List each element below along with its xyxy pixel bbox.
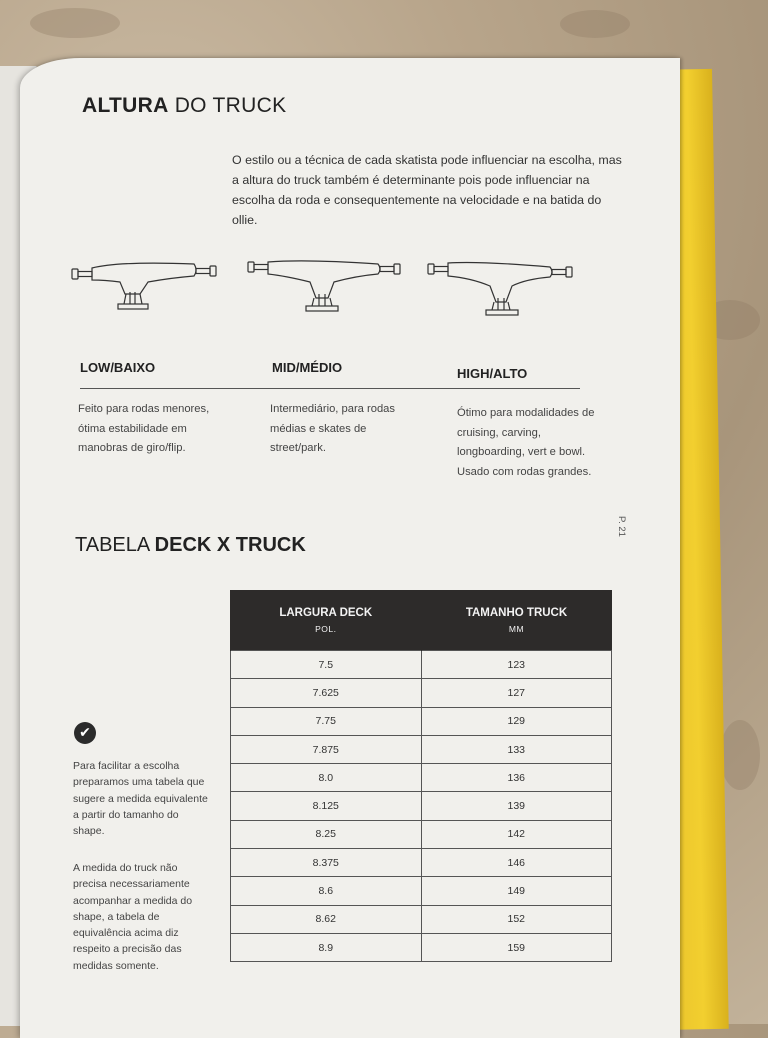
high-truck-icon (426, 258, 586, 328)
truck-size-cell: 159 (421, 933, 612, 961)
deck-width-cell: 8.9 (231, 933, 422, 961)
table-row (231, 877, 612, 905)
col-header-deck: LARGURA DECK POL. (231, 590, 422, 651)
truck-size-cell: 123 (421, 651, 612, 679)
mid-heading: MID/MÉDIO (272, 360, 343, 375)
table-title: TABELA DECK X TRUCK (75, 534, 306, 556)
deck-width-cell: 8.375 (231, 849, 422, 877)
truck-size-cell: 133 (421, 735, 612, 763)
low-description: Feito para rodas menores, ótima estabilidade em manobras de giro/flip. (78, 403, 210, 454)
deck-width-cell: 8.125 (231, 792, 422, 820)
deck-width-cell: 8.6 (231, 877, 422, 905)
table-row (231, 820, 612, 848)
note-paragraph-1: Para facilitar a escolha preparamos uma tabela que sugere a medida equivalente a partir do tamanho do shape. (73, 760, 208, 838)
deck-width-cell: 7.5 (231, 651, 422, 679)
intro-paragraph: O estilo ou a técnica de cada skatista pode influenciar na escolha, mas a altura do truck também é determinante pois pode influenciar na escolha da roda e consequentemente na velocidade e na batida do ollie. (232, 153, 622, 227)
deck-width-cell: 7.625 (231, 679, 422, 707)
deck-width-cell: 7.75 (231, 707, 422, 735)
deck-width-cell: 7.875 (231, 735, 422, 763)
truck-size-cell: 129 (421, 707, 612, 735)
low-truck-icon (70, 258, 230, 320)
page-number: P. 21 (616, 516, 627, 537)
truck-size-cell: 136 (421, 764, 612, 792)
table-row (231, 764, 612, 792)
deck-width-cell: 8.62 (231, 905, 422, 933)
table-row (231, 707, 612, 735)
deck-width-cell: 8.25 (231, 820, 422, 848)
table-row (231, 792, 612, 820)
section-title: ALTURA DO TRUCK (82, 94, 287, 117)
low-heading: LOW/BAIXO (80, 360, 156, 375)
truck-size-cell: 139 (421, 792, 612, 820)
truck-size-cell: 149 (421, 877, 612, 905)
check-circle-icon: ✔ (74, 722, 96, 744)
table-row (231, 905, 612, 933)
high-heading: HIGH/ALTO (457, 366, 528, 381)
table-row (231, 651, 612, 679)
table-row (231, 849, 612, 877)
table-row (231, 735, 612, 763)
table-row (231, 933, 612, 961)
truck-size-cell: 152 (421, 905, 612, 933)
note-paragraph-2: A medida do truck não precisa necessariamente acompanhar a medida do shape, a tabela de equivalência acima diz respeito a precisão das medidas somente. (73, 862, 193, 972)
mid-truck-icon (246, 258, 406, 320)
divider (80, 388, 580, 389)
truck-size-cell: 146 (421, 849, 612, 877)
table-row (231, 679, 612, 707)
col-header-truck: TAMANHO TRUCK MM (421, 590, 612, 651)
deck-width-cell: 8.0 (231, 764, 422, 792)
truck-size-cell: 127 (421, 679, 612, 707)
deck-truck-table (230, 590, 612, 962)
mid-description: Intermediário, para rodas médias e skates de street/park. (270, 403, 395, 454)
truck-size-cell: 142 (421, 820, 612, 848)
book-page (20, 58, 680, 1038)
high-description: Ótimo para modalidades de cruising, carving, longboarding, vert e bowl. Usado com rodas grandes. (457, 407, 595, 478)
